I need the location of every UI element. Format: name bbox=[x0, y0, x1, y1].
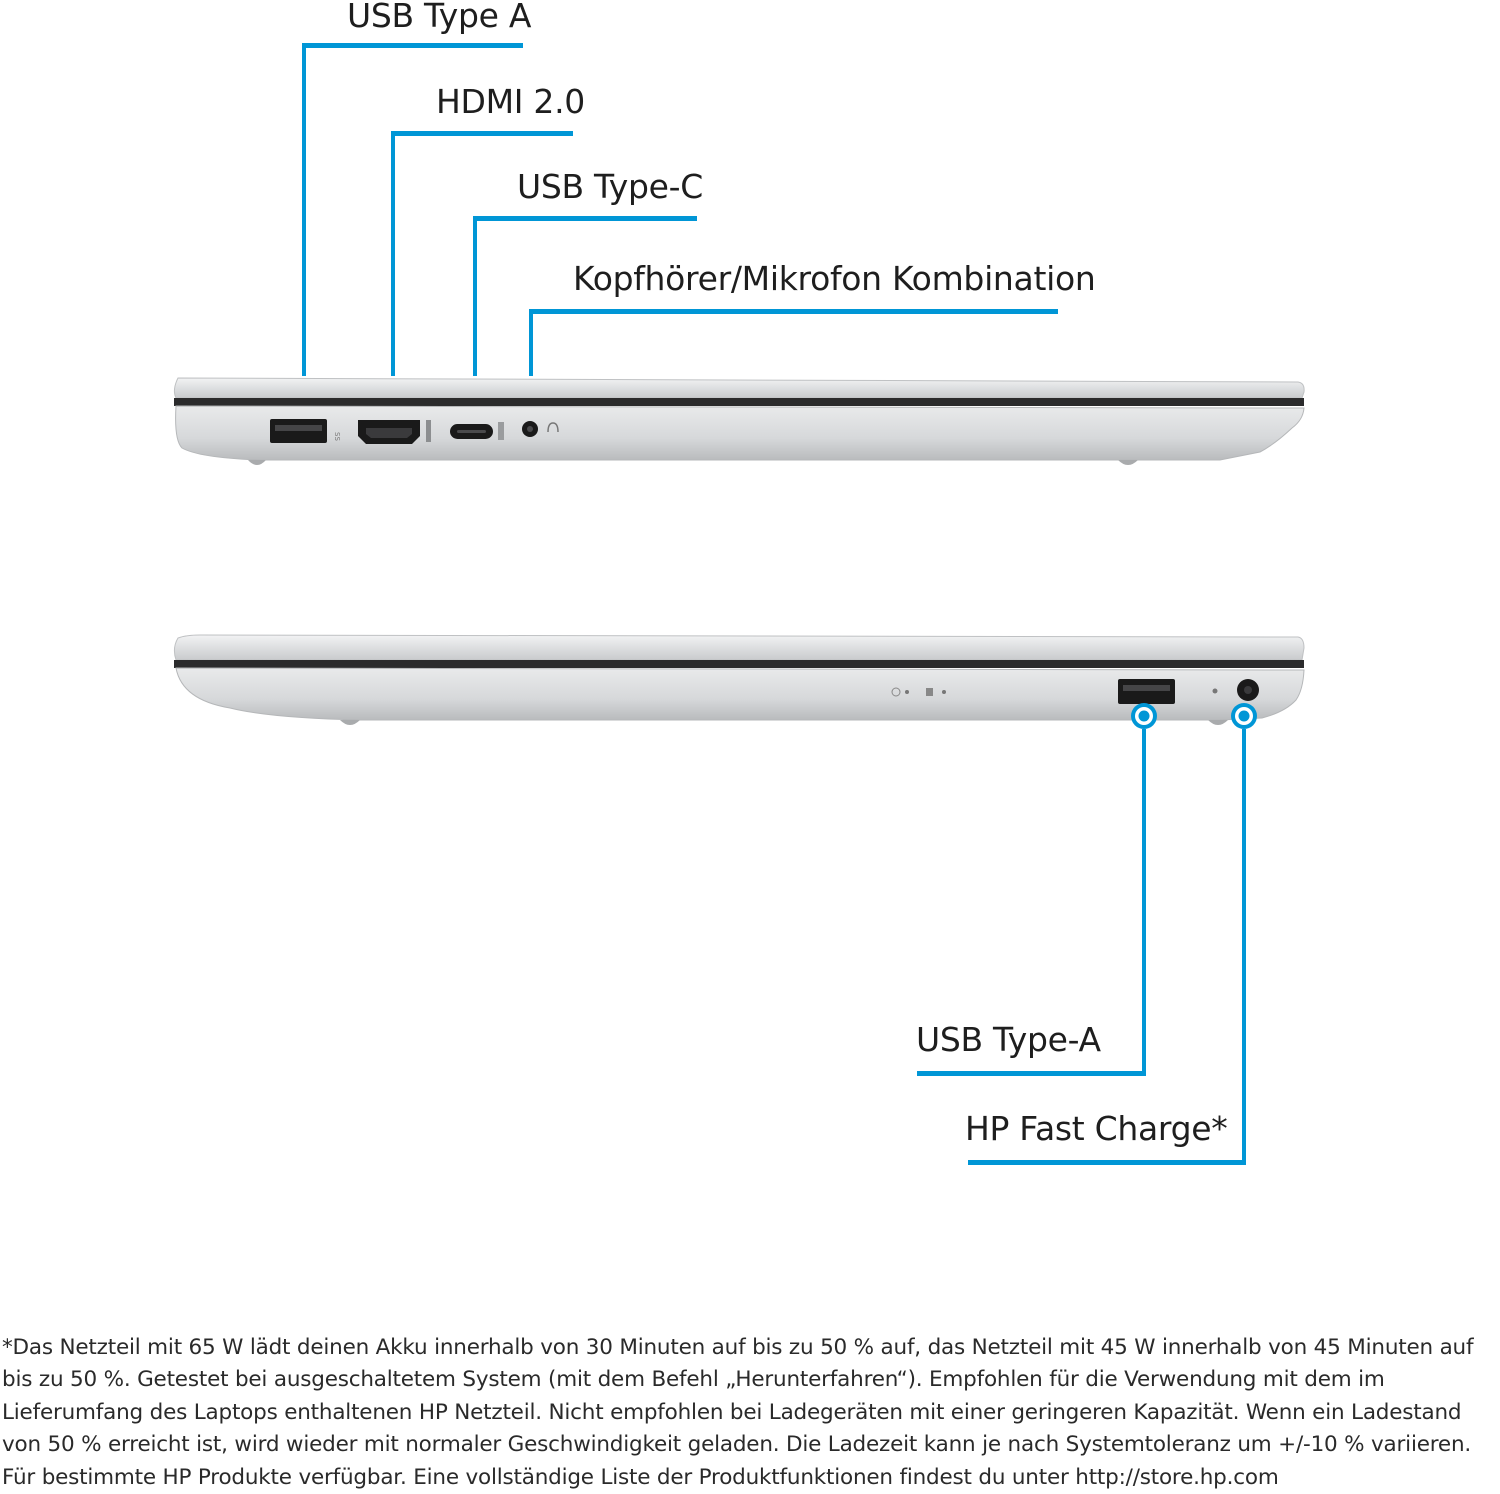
marker-usb-type-a-right bbox=[1131, 703, 1157, 729]
footnote-text: *Das Netzteil mit 65 W lädt deinen Akku innerhalb von 30 Minuten auf bis zu 50 % auf, das Netzteil mit 45 W innerhalb von 45 Minuten auf bis zu 50 %. Getestet bei ausgeschaltetem System (mit dem Befehl „Herunterfahren“). Empfohlen für die Verwendung mit dem im Lieferumfang des Laptops enthaltenen HP Netzteil. Nicht empfohlen bei Ladegeräten mit einer geringeren Kapazität. Wenn ein Ladestand von 50 % erreicht ist, wird wieder mit normaler Geschwindigkeit geladen. Die Ladezeit kann je nach Systemtoleranz um +/-10 % variieren. Für bestimmte HP Produkte verfügbar. Eine vollständige Liste der Produktfunktionen findest du unter http://store.hp.com bbox=[2, 1335, 1474, 1490]
lid-gap bbox=[174, 398, 1304, 406]
label-usb-type-c: USB Type-C bbox=[517, 167, 703, 206]
laptop-left-side bbox=[174, 378, 1304, 465]
label-audio-combo: Kopfhörer/Mikrofon Kombination bbox=[573, 259, 1096, 298]
leader-usb-type-a-right-vertical bbox=[1142, 729, 1146, 1076]
leader-usb-type-a-right-horizontal bbox=[917, 1071, 1146, 1076]
svg-text:SS: SS bbox=[333, 432, 341, 441]
leader-fast-charge-vertical bbox=[1242, 729, 1246, 1165]
marker-fast-charge bbox=[1231, 703, 1257, 729]
label-fast-charge: HP Fast Charge* bbox=[965, 1109, 1228, 1148]
label-hdmi: HDMI 2.0 bbox=[436, 82, 586, 121]
label-usb-type-a: USB Type A bbox=[347, 0, 532, 35]
lid-gap-right bbox=[174, 660, 1304, 668]
label-usb-type-a-right: USB Type-A bbox=[916, 1020, 1101, 1059]
leader-fast-charge-horizontal bbox=[968, 1160, 1246, 1165]
usb-a-port-right bbox=[1118, 679, 1175, 704]
